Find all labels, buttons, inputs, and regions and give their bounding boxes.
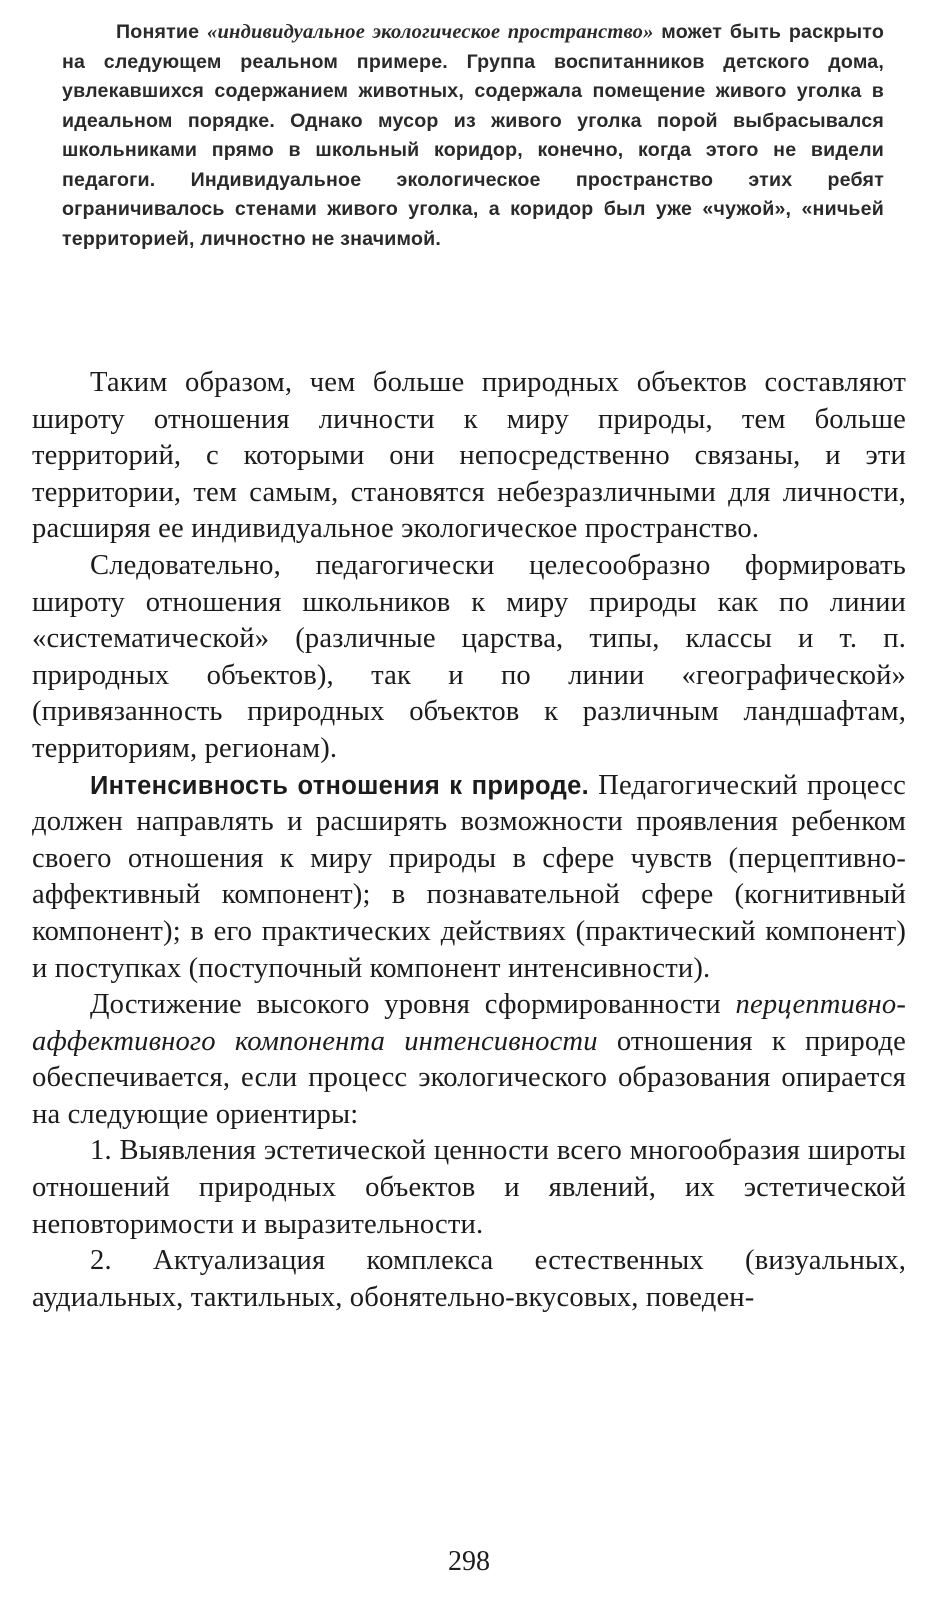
example-rest: может быть раскрыто на следующем реальном примере. Группа воспитанников детского дома, увлекавшихся содержанием животных, содержала помещение живого уголка в идеальном порядке. Однако мусор из живого уголка порой выбрасывался школьниками прямо в школьный коридор, конечно, когда этого не видели педагоги. Индивидуальное экологическое пространство этих ребят ограничивалось стенами живого уголка, а коридор был уже «чужой», «ничьей территорией, личностно не значимой. [62, 21, 885, 250]
example-block [62, 18, 884, 254]
paragraph-pedagogical-advice: Следовательно, педагогически целесообразно формировать широту отношения школьников к миру природы как по линии «систематической» (различные царства, типы, классы и т. п. природных объектов), так и по линии «географической» (привязанность природных объектов к различным ландшафтам, территориям, регионам). [32, 549, 906, 764]
example-lead: Понятие [116, 21, 207, 43]
example-paragraph [62, 18, 884, 254]
intensity-heading: Интенсивность отношения к природе. [90, 771, 589, 800]
main-text [32, 365, 906, 1316]
list-item-2: 2. Актуализация комплекса естественных (визуальных, аудиальных, тактильных, обонятельно-вкусовых, поведен- [32, 1245, 906, 1313]
concept-term: «индивидуальное экологическое пространство» [207, 21, 654, 43]
perceptive-lead: Достижение высокого уровня сформированности [90, 989, 736, 1021]
paragraph-perceptive-component [32, 987, 906, 1133]
page-number: 298 [448, 1546, 490, 1577]
paragraph-intensity [32, 768, 906, 988]
perceptive-rest: отношения к природе обеспечивается, если процесс экологического образования опирается на следующие ориентиры: [32, 1025, 907, 1130]
paragraph-breadth-conclusion: Таким образом, чем больше природных объектов составляют широту отношения личности к миру природы, тем больше территорий, с которыми они непосредственно связаны, и эти территории, тем самым, становятся небезразличными для личности, расширяя ее индивидуальное экологическое пространство. [32, 367, 906, 545]
intensity-text: Педагогический процесс должен направлять и расширять возможности проявления ребенком своего отношения к миру природы в сфере чувств (перцептивно-аффективный компонент); в познавательной сфере (когнитивный компонент); в его практических действиях (практический компонент) и поступках (поступочный компонент интенсивности). [32, 769, 906, 984]
perceptive-term: перцептивно-аффективного компонента интенсивности [32, 989, 906, 1057]
list-item-1: 1. Выявления эстетической ценности всего многообразия широты отношений природных объектов и явлений, их эстетической неповторимости и выразительности. [32, 1135, 906, 1240]
